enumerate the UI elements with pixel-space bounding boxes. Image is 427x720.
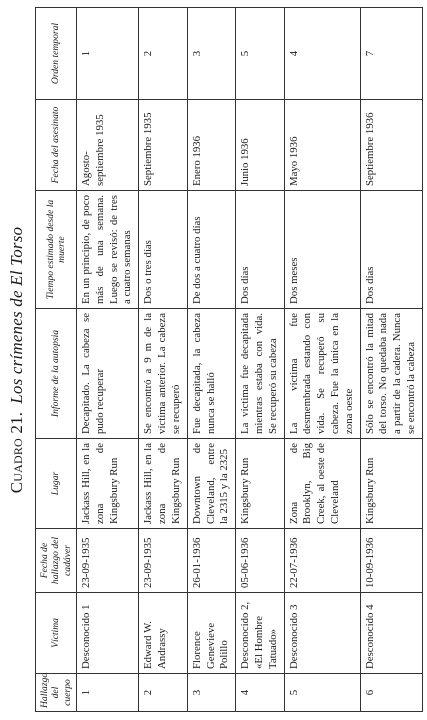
cell-hallazgo: 1 [77, 674, 139, 712]
cell-autopsia: Se encontró a 9 m de la víctima anterior. La cabeza se recuperó [139, 309, 187, 439]
crimes-table [35, 7, 423, 712]
header-autopsia: Informe de la autopsia [36, 309, 77, 439]
cell-victima: Edward W. Andrassy [139, 593, 187, 674]
cell-autopsia: Decapitado. La cabeza se pudo recuperar [77, 309, 139, 439]
header-hallazgo: Hallazgo del cuerpo [36, 674, 77, 712]
table-row [139, 8, 187, 712]
cell-tiempo: Dos o tres días [139, 191, 187, 309]
cell-fecha-asesinato: Mayo 1936 [284, 100, 360, 191]
cell-victima: Desconocido 4 [360, 593, 422, 674]
cell-orden: 2 [139, 8, 187, 100]
cell-autopsia: Sólo se encontró la mitad del torso. No quedaba nada a partir de la cadera. Nunca se encontró la cabeza [360, 309, 422, 439]
header-tiempo-estimado: Tiempo estimado desde la muerte [36, 191, 77, 309]
table-caption [0, 0, 34, 720]
cell-orden: 4 [284, 8, 360, 100]
cell-fecha-hallazgo: 05-06-1936 [236, 529, 284, 593]
cell-fecha-asesinato: Septiembre 1935 [139, 100, 187, 191]
cell-tiempo: Dos días [236, 191, 284, 309]
cell-hallazgo: 5 [284, 674, 360, 712]
cell-fecha-asesinato: Septiembre 1936 [360, 100, 422, 191]
cell-lugar: Jackass Hill, en la zona de Kingsbury Run [77, 439, 139, 529]
table-row [77, 8, 139, 712]
cell-fecha-hallazgo: 23-09-1935 [139, 529, 187, 593]
cell-lugar: Kingsbury Run [360, 439, 422, 529]
cell-tiempo: De dos a cuatro días [187, 191, 235, 309]
header-row [36, 8, 77, 712]
header-fecha-asesinato: Fecha del asesinato [36, 100, 77, 191]
table-row [360, 8, 422, 712]
cell-orden: 3 [187, 8, 235, 100]
cell-orden: 1 [77, 8, 139, 100]
caption-number: Cuadro 21. [7, 411, 26, 494]
cell-victima: Desconocido 1 [77, 593, 139, 674]
cell-fecha-hallazgo: 22-07-1936 [284, 529, 360, 593]
cell-hallazgo: 6 [360, 674, 422, 712]
cell-lugar: Downtown de Cleveland, entre la 2315 y la 2325 [187, 439, 235, 529]
cell-lugar: Jackass Hill, en la zona de Kingsbury Run [139, 439, 187, 529]
cell-fecha-hallazgo: 10-09-1936 [360, 529, 422, 593]
cell-fecha-asesinato: Enero 1936 [187, 100, 235, 191]
header-orden: Orden temporal [36, 8, 77, 100]
cell-fecha-hallazgo: 26-01-1936 [187, 529, 235, 593]
cell-victima: Desconocido 3 [284, 593, 360, 674]
table-row [236, 8, 284, 712]
cell-lugar: Kingsbury Run [236, 439, 284, 529]
cell-tiempo: Dos días [360, 191, 422, 309]
header-victima: Víctima [36, 593, 77, 674]
cell-victima: Desconocido 2, «El Hombre Tatuado» [236, 593, 284, 674]
cell-autopsia: La víctima fue desmembrada estando con vida. Se recuperó su cabeza. Fue la única en la zona oeste [284, 309, 360, 439]
cell-autopsia: Fue decapitada, la cabeza nunca se halló [187, 309, 235, 439]
cell-fecha-asesinato: Agosto-septiembre 1935 [77, 100, 139, 191]
cell-tiempo: Dos meses [284, 191, 360, 309]
cell-fecha-hallazgo: 23-09-1935 [77, 529, 139, 593]
header-lugar: Lugar [36, 439, 77, 529]
cell-lugar: Zona de Brooklyn, Big Creek, al oeste de Cleveland [284, 439, 360, 529]
cell-fecha-asesinato: Junio 1936 [236, 100, 284, 191]
cell-orden: 5 [236, 8, 284, 100]
caption-title: Los crímenes de El Torso [7, 226, 26, 404]
cell-hallazgo: 4 [236, 674, 284, 712]
cell-orden: 7 [360, 8, 422, 100]
cell-tiempo: En un principio, de poco más de una semana. Luego se revisó: de tres a cuatro semanas [77, 191, 139, 309]
table-row [187, 8, 235, 712]
cell-autopsia: La víctima fue decapitada mientras estaba con vida. Se recuperó su cabeza [236, 309, 284, 439]
table-row [284, 8, 360, 712]
header-fecha-hallazgo: Fecha de hallazgo del cadáver [36, 529, 77, 593]
cell-hallazgo: 3 [187, 674, 235, 712]
cell-hallazgo: 2 [139, 674, 187, 712]
cell-victima: Florence Genevieve Polillo [187, 593, 235, 674]
